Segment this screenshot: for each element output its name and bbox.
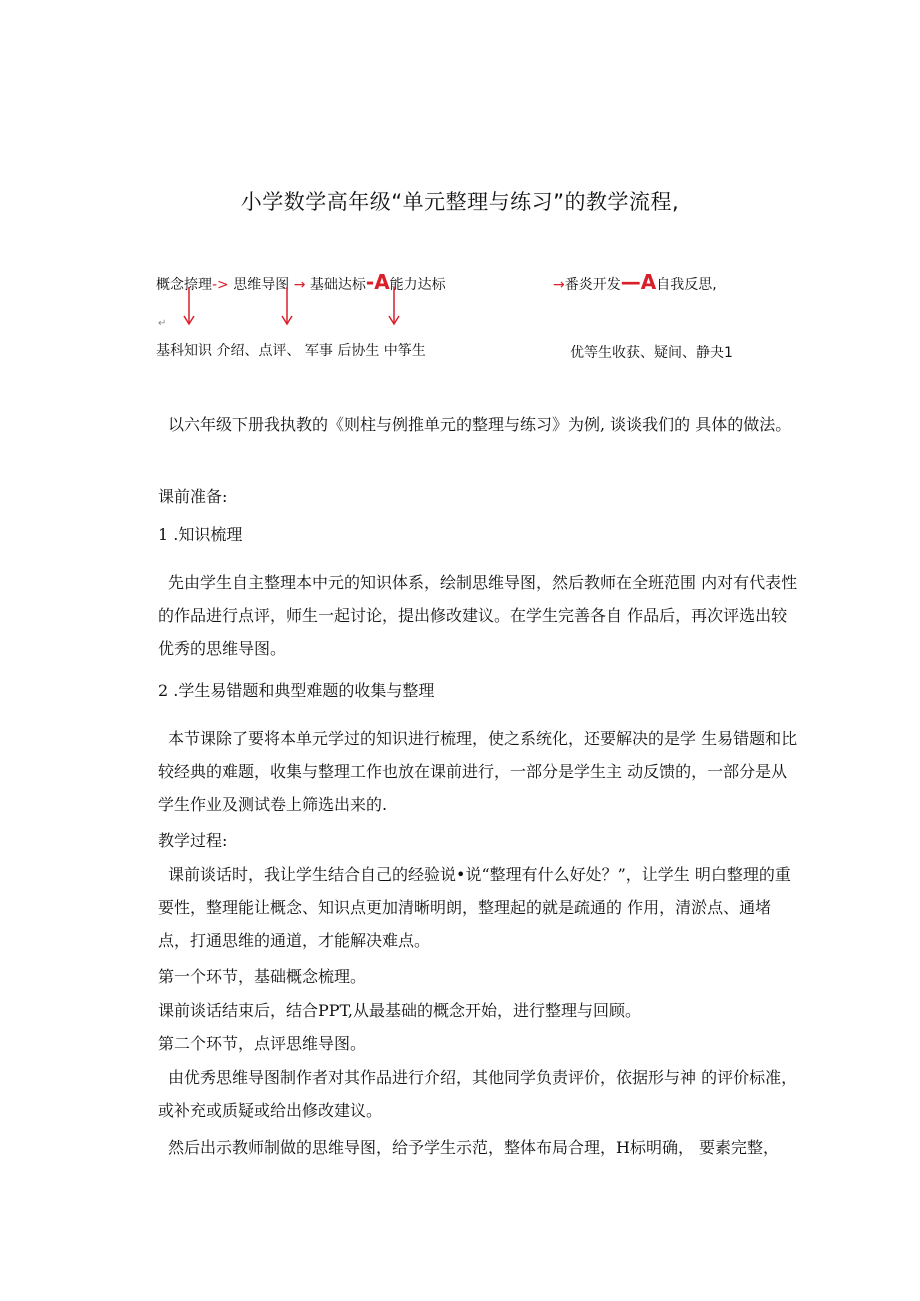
flow-arrow-2: → bbox=[293, 277, 306, 293]
flow-arrow-3: -A bbox=[365, 270, 390, 294]
paragraph-mistakes: 本节课除了要将本单元学过的知识进行梳理，使之系统化，还要解决的是学 生易错题和比较经典的难题，收集与整理工作也放在课前进行，一部分是学生主 动反馈的，一部分是从学生作业及测试卷上筛选出来的. bbox=[158, 729, 798, 814]
flow-arrow-5: —A bbox=[620, 270, 657, 294]
down-arrow-icon bbox=[280, 287, 294, 327]
heading-preparation: 课前准备: bbox=[158, 487, 228, 506]
flow-step-concept: 概念捺理 bbox=[156, 277, 212, 293]
flow-step-reflect: 自我反思, bbox=[656, 277, 717, 293]
step-one: 第一个环节，基础概念梳理。 bbox=[158, 967, 367, 986]
flow-step-basic: 基础达标 bbox=[309, 277, 366, 293]
flow-row-1 bbox=[156, 270, 446, 294]
flow-arrow-1: -> bbox=[212, 277, 229, 293]
flow-row-2-left: 基科知识 介绍、点评、 军事 后协生 中筝生 bbox=[156, 343, 426, 359]
down-arrow-icon bbox=[387, 287, 401, 327]
page-title: 小学数学高年级“单元整理与练习”的教学流程, bbox=[240, 190, 680, 214]
flow-row-1-right bbox=[553, 270, 717, 294]
paragraph-evaluate: 由优秀思维导图制作者对其作品进行介绍，其他同学负责评价，依据形与神 的评价标准，或补充或质疑或给出修改建议。 bbox=[158, 1068, 798, 1120]
heading-mistakes: 2 .学生易错题和典型难题的收集与整理 bbox=[158, 681, 435, 700]
heading-process: 教学过程: bbox=[158, 831, 228, 850]
flow-row-2-right: 优等生收获、疑间、静夬1 bbox=[570, 345, 733, 361]
flow-step-develop: 番炎开发 bbox=[564, 277, 621, 293]
paragraph-intro: 以六年级下册我执教的《则柱与例推单元的整理与练习》为例, 谈谈我们的 具体的做法。 bbox=[168, 415, 792, 434]
return-mark: ↵ bbox=[158, 318, 167, 329]
step-two: 第二个环节，点评思维导图。 bbox=[158, 1034, 367, 1053]
flow-step-mindmap: 思维导图 bbox=[233, 277, 290, 293]
flow-step-ability: 能力达标 bbox=[389, 277, 446, 293]
down-arrow-icon bbox=[182, 287, 196, 327]
flow-arrow-4: → bbox=[553, 277, 565, 293]
paragraph-knowledge: 先由学生自主整理本中元的知识体系，绘制思维导图，然后教师在全班范围 内对有代表性的作品进行点评，师生一起讨论，提出修改建议。在学生完善各自 作品后，再次评选出较优秀的思维导图。 bbox=[158, 573, 798, 658]
paragraph-teacher-map: 然后出示教师制做的思维导图，给予学生示范，整体布局合理，H标明确， 要素完整， bbox=[168, 1138, 780, 1157]
heading-knowledge: 1 .知识梳理 bbox=[158, 525, 243, 544]
paragraph-talk: 课前谈话时，我让学生结合自己的经验说•说“整理有什么好处？”，让学生 明白整理的重要性，整理能让概念、知识点更加清晰明朗，整理起的就是疏通的 作用，清淤点、通堵点，打通思维的通道，才能解决难点。 bbox=[158, 865, 791, 950]
step-one-detail: 课前谈话结束后，结合PPT,从最基础的概念开始，进行整理与回顾。 bbox=[158, 1001, 641, 1020]
